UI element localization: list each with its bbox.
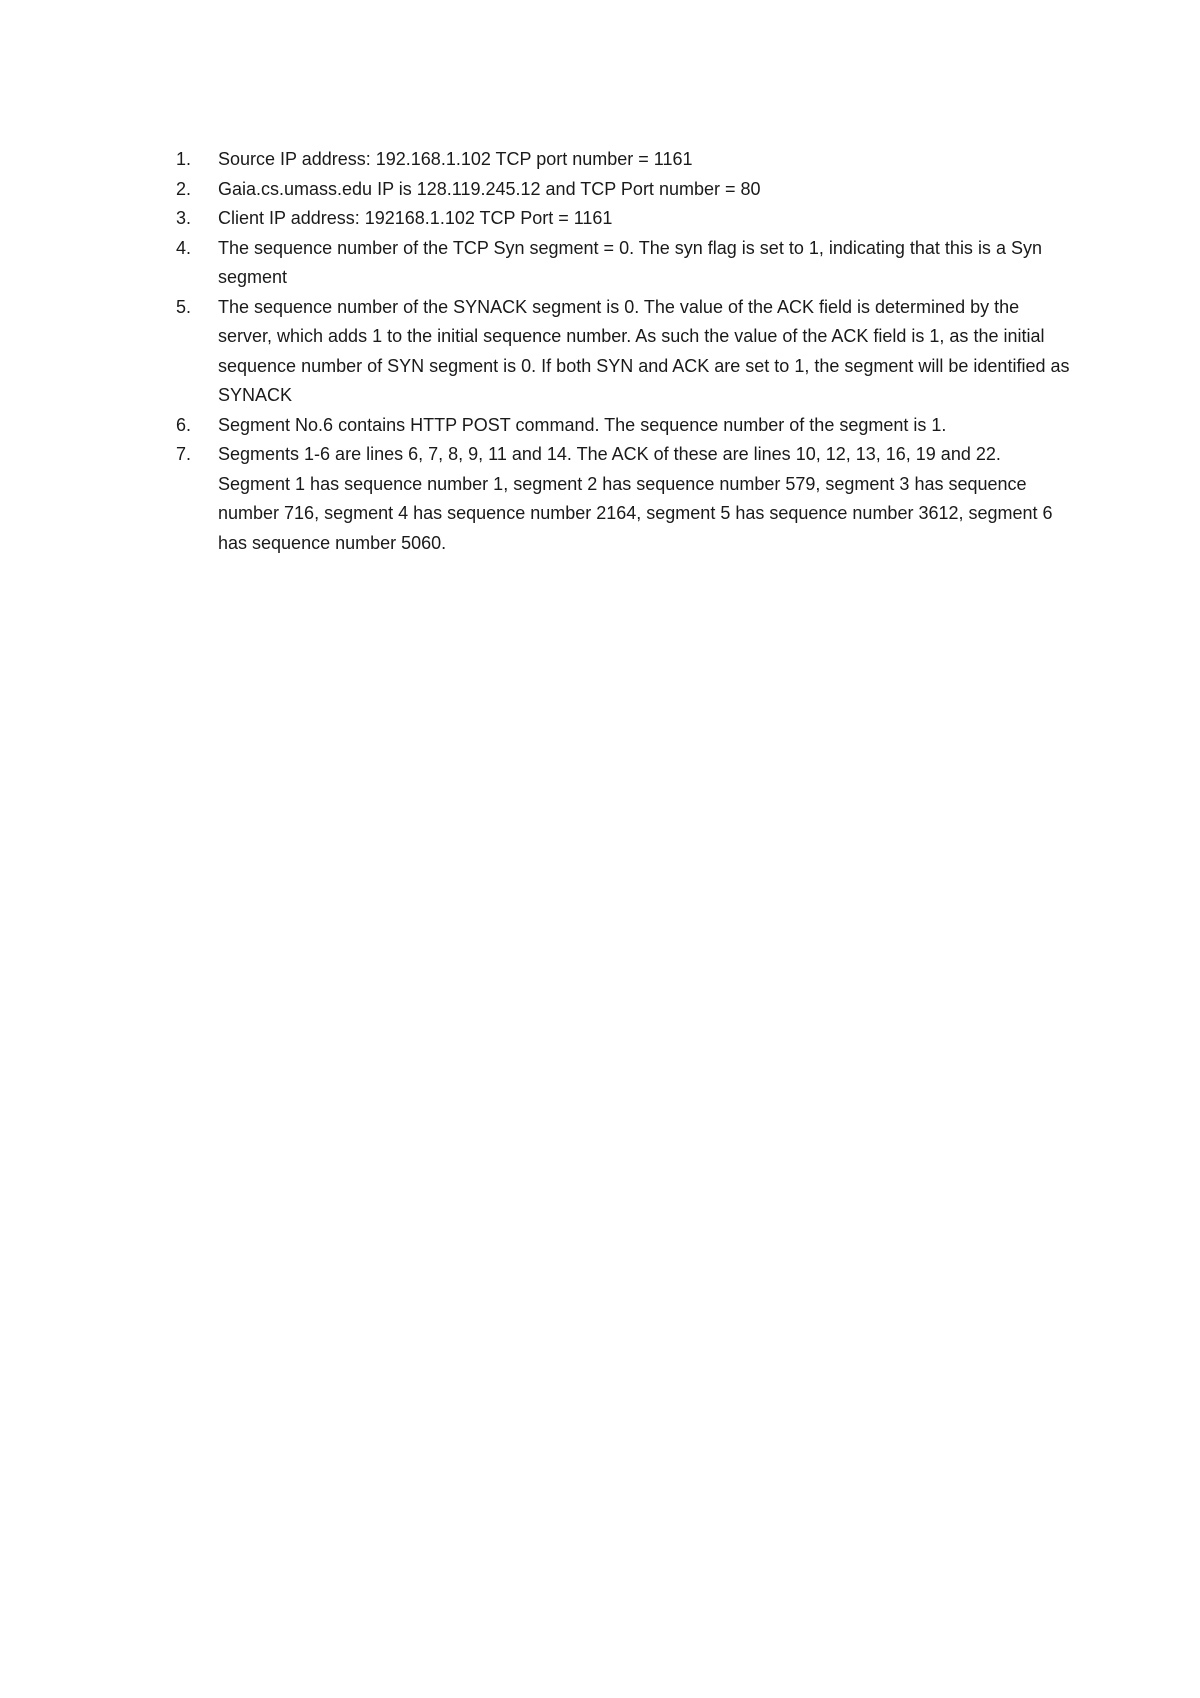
list-item-text: Segments 1-6 are lines 6, 7, 8, 9, 11 and 14. The ACK of these are lines 10, 12, 13, 16, 19 and 22. Segment 1 has sequence number 1, segment 2 has sequence number 579, segment 3 has sequence number 716, segment 4 has sequence number 2164, segment 5 has sequence number 3612, segment 6 has sequence number 5060. (218, 444, 1053, 553)
list-item-number: 7. (176, 444, 192, 464)
list-item (176, 440, 1076, 558)
list-item-number: 6. (176, 414, 192, 435)
list-item-number: 3. (176, 208, 192, 228)
list-item-number: 2. (176, 178, 192, 199)
list-item-number: 4. (176, 237, 192, 258)
list-item-text: Gaia.cs.umass.edu IP is 128.119.245.12 and TCP Port number = 80 (218, 178, 761, 199)
list-item-number: 5. (176, 296, 192, 317)
list-item-text: Segment No.6 contains HTTP POST command. The sequence number of the segment is 1. (218, 414, 947, 435)
list-item (176, 234, 1076, 293)
list-item-text: The sequence number of the TCP Syn segment = 0. The syn flag is set to 1, indicating that this is a Syn segment (218, 237, 1042, 287)
list-item-text: Source IP address: 192.168.1.102 TCP port number = 1161 (218, 149, 693, 169)
answer-list (176, 145, 1076, 558)
list-item (176, 175, 1076, 205)
list-item (176, 293, 1076, 411)
list-item (176, 411, 1076, 441)
list-item-text: Client IP address: 192168.1.102 TCP Port = 1161 (218, 208, 613, 228)
list-item (176, 145, 1076, 175)
list-item-number: 1. (176, 149, 192, 169)
list-item (176, 204, 1076, 234)
list-item-text: The sequence number of the SYNACK segment is 0. The value of the ACK field is determined by the server, which adds 1 to the initial sequence number. As such the value of the ACK field is 1, as the initial sequence number of SYN segment is 0. If both SYN and ACK are set to 1, the segment will be identified as SYNACK (218, 296, 1070, 405)
